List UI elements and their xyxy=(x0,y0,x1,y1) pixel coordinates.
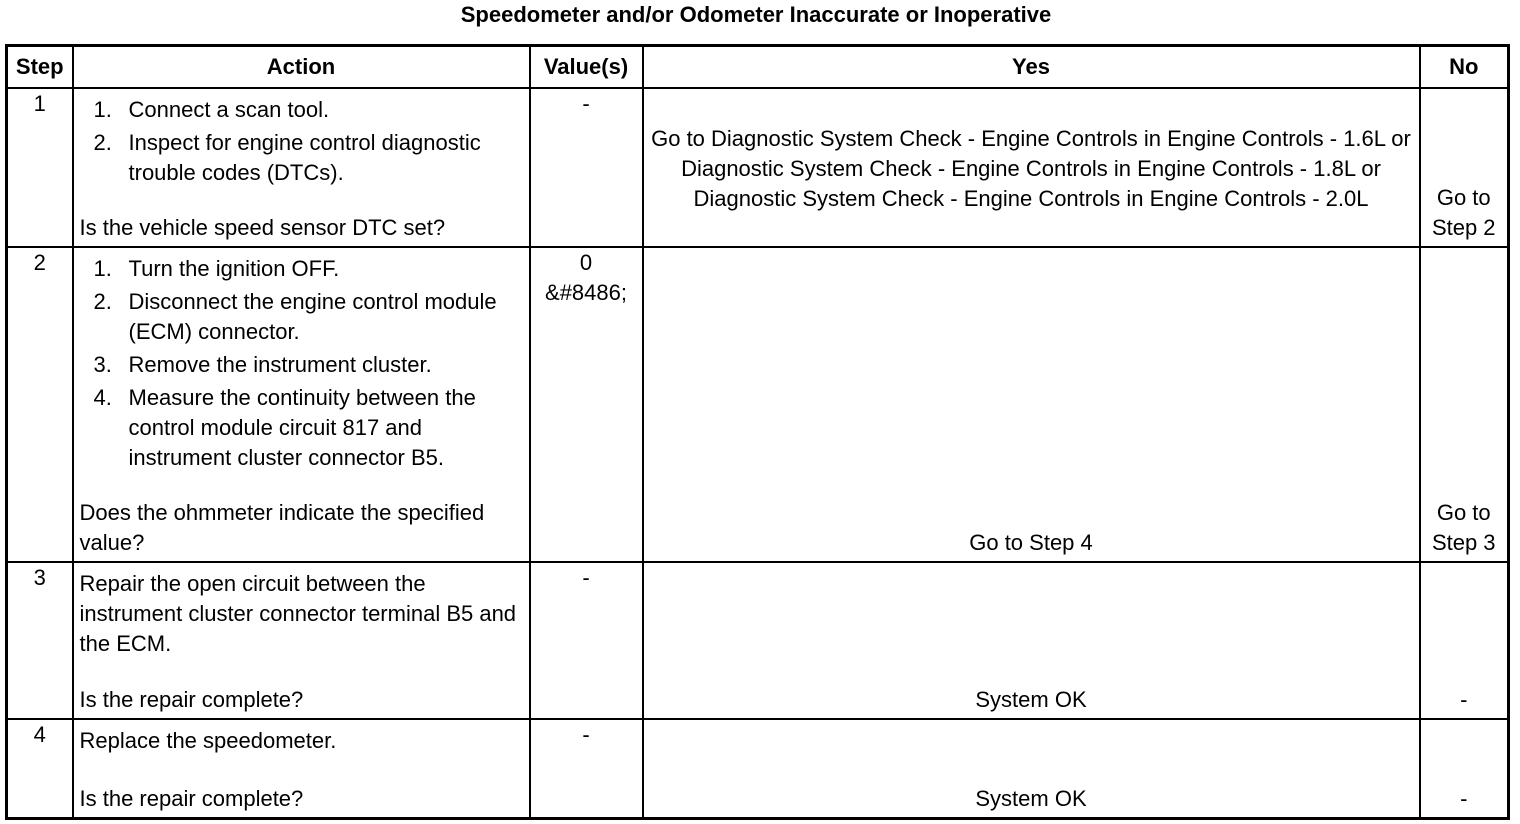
no-text: Go to Step 3 xyxy=(1431,500,1496,555)
action-text: Repair the open circuit between the instrument cluster connector terminal B5 and the ECM. xyxy=(79,571,517,656)
yes-text: System OK xyxy=(975,785,1087,811)
list-item: 2. Disconnect the engine control module (ECM) connector. xyxy=(93,289,497,344)
yes-cell xyxy=(643,562,1420,719)
value-cell: - xyxy=(530,719,643,818)
yes-cell xyxy=(643,247,1420,562)
action-list xyxy=(74,95,529,188)
header-action: Action xyxy=(73,46,530,89)
value-cell xyxy=(530,247,643,562)
action-list xyxy=(74,254,529,473)
header-step: Step xyxy=(7,46,73,89)
action-question: Is the repair complete? xyxy=(79,687,304,712)
header-no: No xyxy=(1420,46,1509,89)
step-number: 3 xyxy=(7,562,73,719)
table-row xyxy=(7,247,1509,562)
action-cell xyxy=(73,719,530,818)
step-number: 1 xyxy=(7,88,73,247)
no-text: - xyxy=(1460,785,1468,811)
table-row xyxy=(7,88,1509,247)
list-item: 3. Remove the instrument cluster. xyxy=(93,352,432,377)
list-item: 1. Turn the ignition OFF. xyxy=(93,256,340,281)
action-cell xyxy=(73,247,530,562)
value-line: 0 xyxy=(579,250,593,275)
list-item: 2. Inspect for engine control diagnostic trouble codes (DTCs). xyxy=(93,130,481,185)
header-row xyxy=(7,46,1509,89)
no-text: - xyxy=(1460,687,1468,712)
diagnostic-table xyxy=(5,44,1510,820)
value-cell: - xyxy=(530,562,643,719)
yes-text: System OK xyxy=(975,687,1087,712)
list-item: 4. Measure the continuity between the control module circuit 817 and instrument cluster connector B5. xyxy=(93,385,476,470)
table-row xyxy=(7,719,1509,818)
header-yes: Yes xyxy=(643,46,1420,89)
list-item: 1. Connect a scan tool. xyxy=(93,97,330,122)
action-cell xyxy=(73,88,530,247)
no-cell xyxy=(1420,719,1509,818)
no-cell xyxy=(1420,562,1509,719)
value-line: &#8486; xyxy=(545,280,627,305)
header-values: Value(s) xyxy=(530,46,643,89)
page-title: Speedometer and/or Odometer Inaccurate or Inoperative xyxy=(460,2,1052,27)
no-text: Go to Step 2 xyxy=(1431,185,1496,240)
table-row xyxy=(7,562,1509,719)
yes-cell xyxy=(643,88,1420,247)
action-question: Does the ohmmeter indicate the specified value? xyxy=(79,500,485,555)
value-cell: - xyxy=(530,88,643,247)
step-number: 2 xyxy=(7,247,73,562)
action-question: Is the vehicle speed sensor DTC set? xyxy=(79,215,446,240)
no-cell xyxy=(1420,247,1509,562)
action-text: Replace the speedometer. xyxy=(79,728,337,753)
yes-text: Go to Diagnostic System Check - Engine Controls in Engine Controls - 1.6L or Diagnostic System Check - Engine Controls in Engine Controls - 1.8L or Diagnostic System Check - Engine Controls in Engine Controls - 2.0L xyxy=(651,126,1411,211)
yes-text: Go to Step 4 xyxy=(969,530,1093,555)
yes-cell xyxy=(643,719,1420,818)
step-number: 4 xyxy=(7,719,73,818)
action-cell xyxy=(73,562,530,719)
action-question: Is the repair complete? xyxy=(79,785,304,811)
no-cell xyxy=(1420,88,1509,247)
